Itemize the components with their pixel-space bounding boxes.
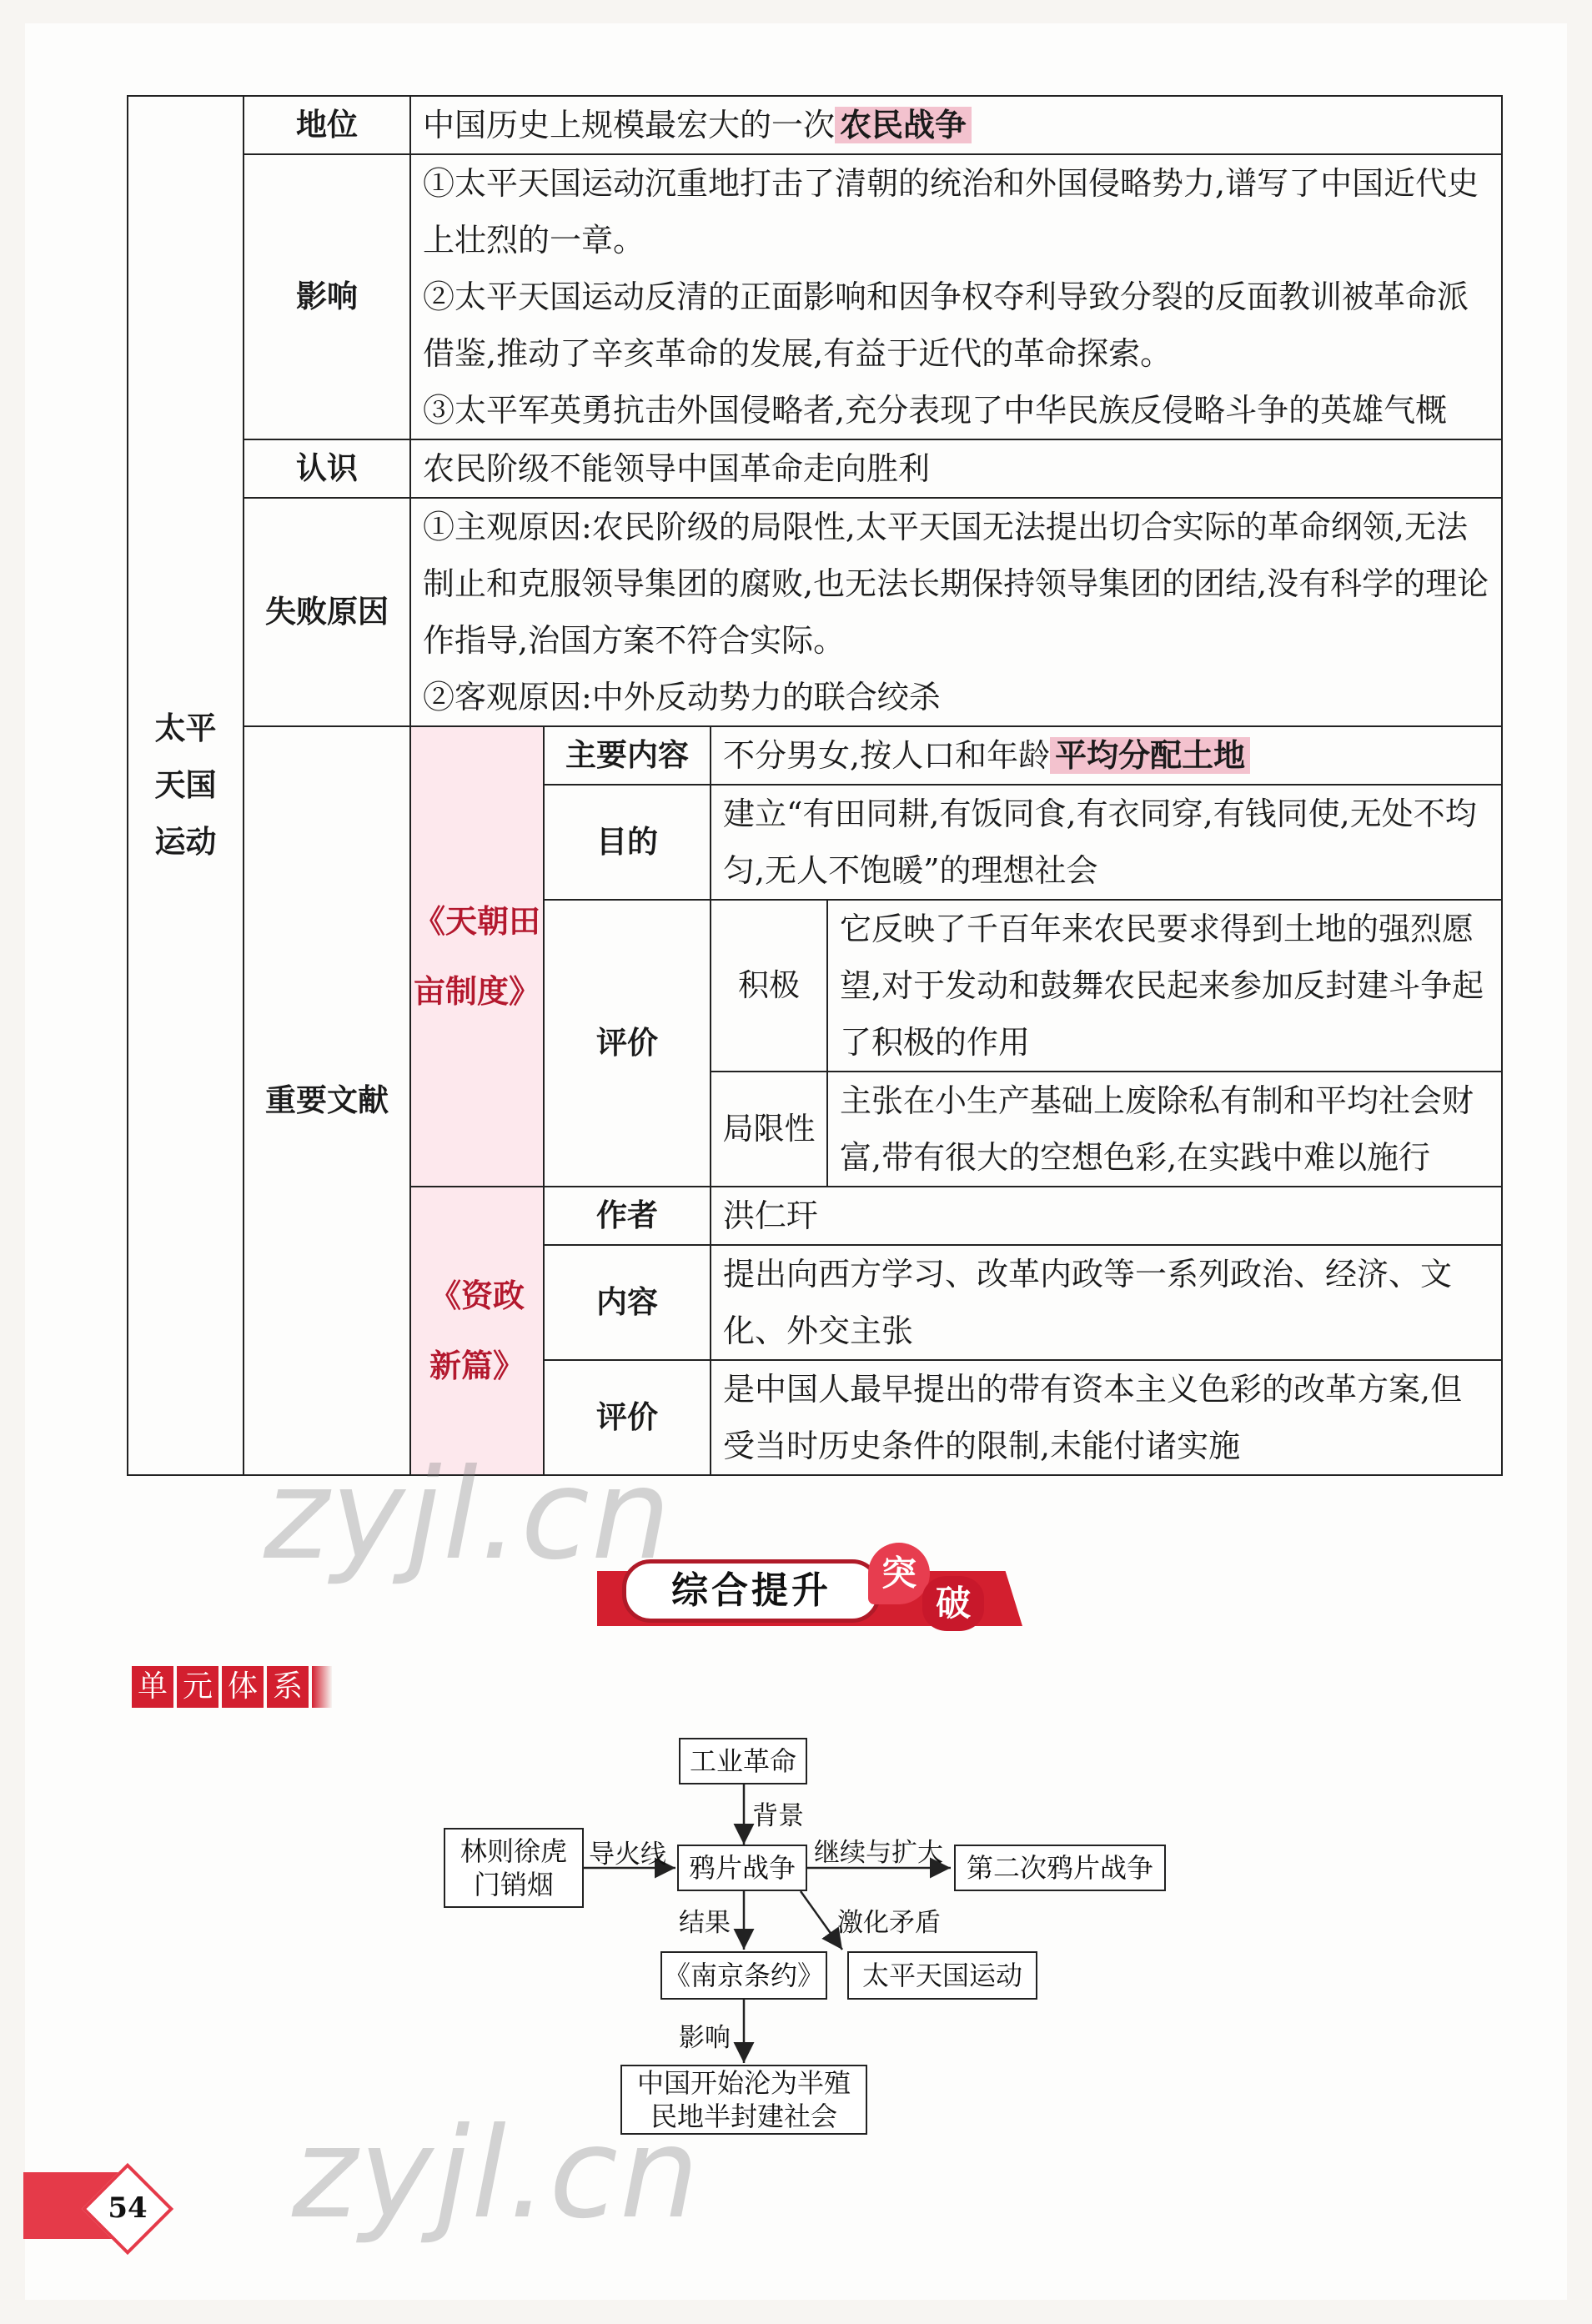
node-opium-war: 鸦片战争 bbox=[677, 1845, 807, 1891]
label-continue: 继续与扩大 bbox=[814, 1838, 943, 1868]
page-number: 54 bbox=[108, 2191, 148, 2225]
doc2-eval-label: 评价 bbox=[544, 1360, 711, 1475]
doc1-purpose-label: 目的 bbox=[544, 785, 711, 900]
node-semi-colonial-line2: 民地半封建社会 bbox=[650, 2101, 837, 2132]
unit-header-char-3: 体 bbox=[222, 1666, 264, 1708]
banner-title: 综合提升 bbox=[622, 1559, 881, 1623]
label-intensify: 激化矛盾 bbox=[837, 1908, 941, 1938]
doc1-limit-label: 局限性 bbox=[711, 1072, 827, 1187]
node-taiping-movement: 太平天国运动 bbox=[847, 1951, 1037, 2000]
impact-label: 影响 bbox=[244, 154, 410, 439]
doc1-limit-text: 主张在小生产基础上废除私有制和平均社会财富,带有很大的空想色彩,在实践中难以施行 bbox=[827, 1072, 1502, 1187]
doc2-author-label: 作者 bbox=[544, 1187, 711, 1245]
doc1-content-label: 主要内容 bbox=[544, 726, 711, 785]
doc1-eval-label: 评价 bbox=[544, 900, 711, 1187]
doc2-content-label: 内容 bbox=[544, 1245, 711, 1360]
doc1-positive-text: 它反映了千百年来农民要求得到土地的强烈愿望,对于发动和鼓舞农民起来参加反封建斗争起了积极的作用 bbox=[827, 900, 1502, 1072]
node-linzexu-line2: 门销烟 bbox=[473, 1869, 554, 1900]
doc1-content-highlight: 平均分配土地 bbox=[1050, 737, 1250, 774]
node-semi-colonial-line1: 中国开始沦为半殖 bbox=[636, 2067, 851, 2099]
outer-label-line2: 天国 bbox=[154, 767, 217, 803]
doc1-purpose-text: 建立“有田同耕,有饭同食,有衣同穿,有钱同使,无处不均匀,无人不饱暖”的理想社会 bbox=[711, 785, 1502, 900]
node-nanjing-treaty: 《南京条约》 bbox=[660, 1951, 827, 2000]
doc1-title-line2: 亩制度》 bbox=[413, 973, 540, 1010]
outer-label-line1: 太平 bbox=[154, 710, 217, 746]
doc2-title-line2: 新篇》 bbox=[429, 1348, 525, 1384]
doc2-title-line1: 《资政 bbox=[429, 1277, 525, 1314]
doc1-title-line1: 《天朝田 bbox=[413, 903, 540, 940]
doc2-eval-text: 是中国人最早提出的带有资本主义色彩的改革方案,但受当时历史条件的限制,未能付诸实施 bbox=[711, 1360, 1502, 1475]
doc2-author-text: 洪仁玕 bbox=[711, 1187, 1502, 1245]
status-label: 地位 bbox=[244, 96, 410, 154]
watermark-1: zyjl.cn bbox=[264, 1443, 673, 1588]
docs-label: 重要文献 bbox=[244, 726, 410, 1475]
unit-header-char-2: 元 bbox=[177, 1666, 218, 1708]
status-highlight: 农民战争 bbox=[835, 107, 972, 143]
label-influence: 影响 bbox=[679, 2023, 731, 2053]
doc2-content-text: 提出向西方学习、改革内政等一系列政治、经济、文化、外交主张 bbox=[711, 1245, 1502, 1360]
label-background: 背景 bbox=[752, 1801, 804, 1831]
banner-badge-1: 突 bbox=[868, 1543, 930, 1604]
impact-item-1: ①太平天国运动沉重地打击了清朝的统治和外国侵略势力,谱写了中国近代史上壮烈的一章。 bbox=[423, 165, 1479, 259]
label-result: 结果 bbox=[679, 1908, 731, 1938]
doc1-content-text: 不分男女,按人口和年龄 bbox=[723, 737, 1051, 774]
failure-label: 失败原因 bbox=[244, 498, 410, 726]
impact-item-2: ②太平天国运动反清的正面影响和因争权夺利导致分裂的反面教训被革命派借鉴,推动了辛亥革命的发展,有益于近代的革命探索。 bbox=[423, 279, 1469, 372]
banner-badge-2: 破 bbox=[922, 1576, 984, 1631]
status-text: 中国历史上规模最宏大的一次 bbox=[423, 107, 836, 143]
impact-item-3: ③太平军英勇抗击外国侵略者,充分表现了中华民族反侵略斗争的英雄气概 bbox=[423, 392, 1448, 429]
failure-item-2: ②客观原因:中外反动势力的联合绞杀 bbox=[423, 679, 941, 715]
edge-intensify bbox=[801, 1891, 842, 1950]
node-linzexu bbox=[444, 1828, 584, 1908]
understanding-text: 农民阶级不能领导中国革命走向胜利 bbox=[410, 439, 1502, 498]
doc1-positive-label: 积极 bbox=[711, 900, 827, 1072]
node-linzexu-line1: 林则徐虎 bbox=[460, 1835, 567, 1867]
node-second-opium-war: 第二次鸦片战争 bbox=[954, 1845, 1166, 1891]
unit-header-char-1: 单 bbox=[132, 1666, 173, 1708]
failure-item-1: ①主观原因:农民阶级的局限性,太平天国无法提出切合实际的革命纲领,无法制止和克服领导集团的腐败,也无法长期保持领导集团的团结,没有科学的理论作指导,治国方案不符合实际。 bbox=[423, 509, 1489, 659]
unit-header-char-4: 系 bbox=[267, 1666, 309, 1708]
outer-label-line3: 运动 bbox=[154, 824, 217, 860]
watermark-2: zyjl.cn bbox=[292, 2101, 701, 2246]
node-industrial-revolution: 工业革命 bbox=[679, 1738, 807, 1784]
label-fuse: 导火线 bbox=[589, 1840, 666, 1870]
understanding-label: 认识 bbox=[244, 439, 410, 498]
